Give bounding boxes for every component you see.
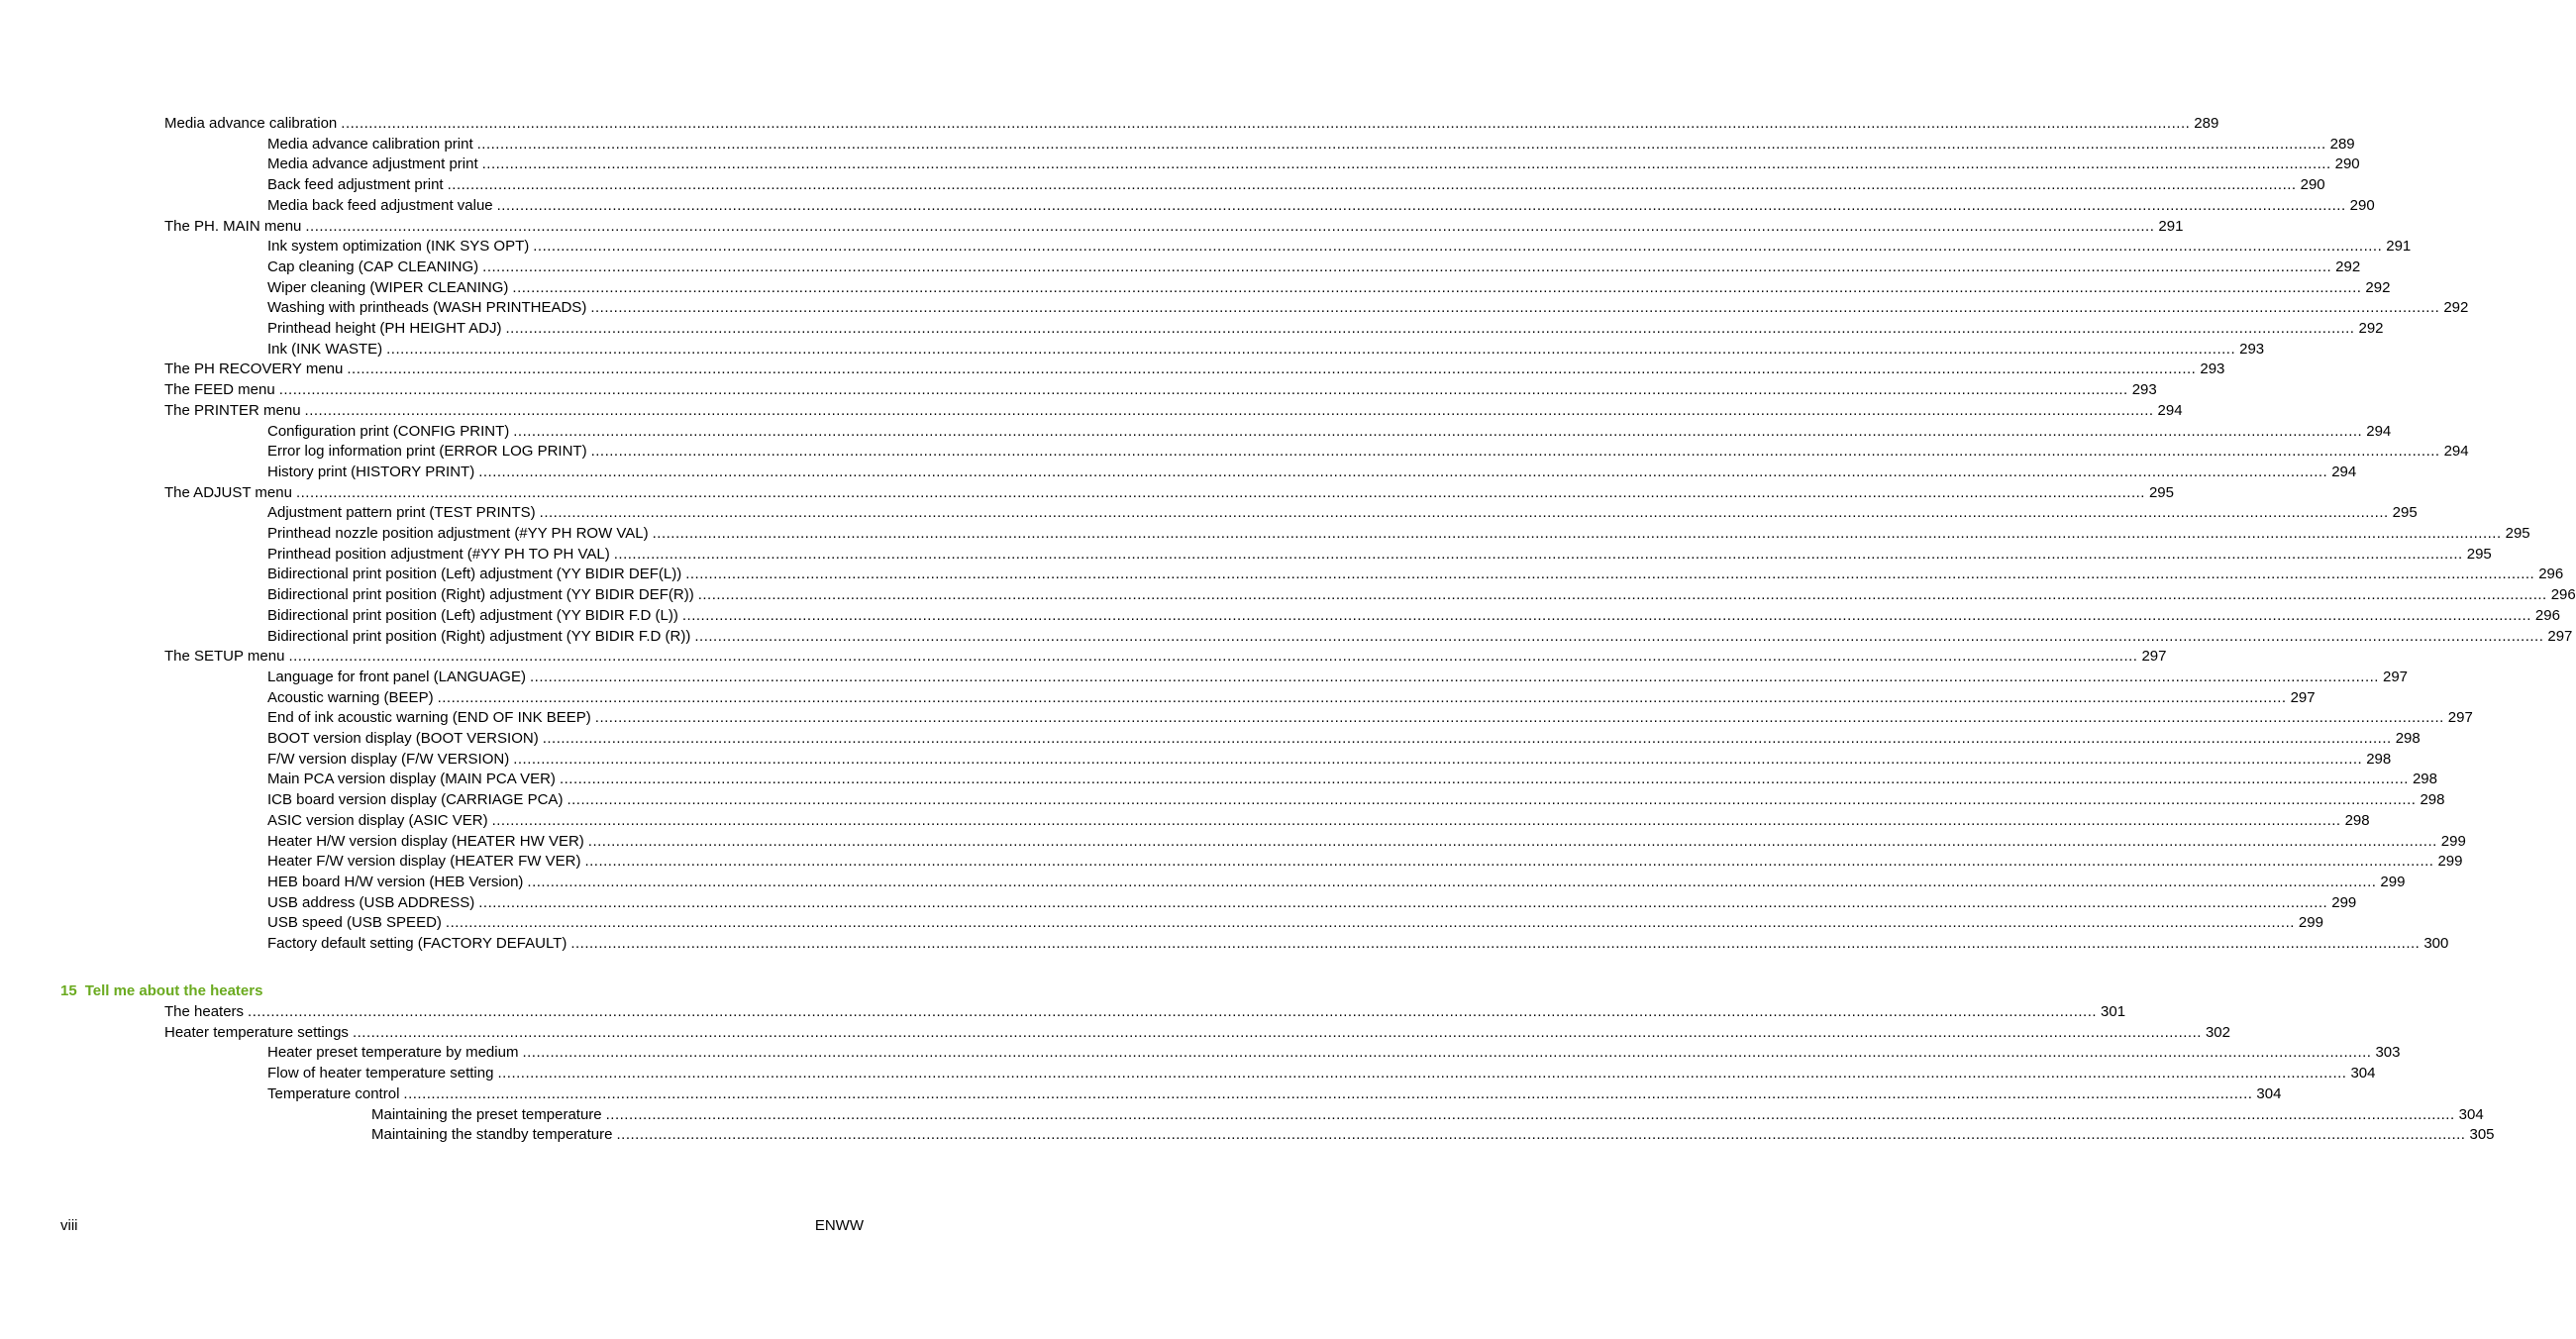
toc-entry-page-number: 295: [2392, 504, 2418, 522]
toc-entry-title: The heaters: [164, 1003, 245, 1020]
toc-entry-title: Media advance adjustment print: [267, 155, 478, 173]
toc-entry-title: Cap cleaning (CAP CLEANING): [267, 258, 479, 275]
toc-dot-leader: ................................................................................................................................................................................................................................................................................................................................................................................................................: [491, 811, 2341, 829]
footer-doc-code: ENWW: [814, 1217, 864, 1234]
toc-entry-page-number: 290: [2334, 155, 2360, 173]
toc-dot-leader: ................................................................................................................................................................................................................................................................................................................................................................................................................: [512, 278, 2362, 296]
toc-entry-title: Printhead position adjustment (#YY PH TO PH VAL): [267, 545, 610, 563]
toc-dot-leader: ................................................................................................................................................................................................................................................................................................................................................................................................................: [304, 401, 2154, 419]
toc-entry-title: Bidirectional print position (Right) adjustment (YY BIDIR DEF(R)): [267, 586, 694, 604]
toc-dot-leader: ................................................................................................................................................................................................................................................................................................................................................................................................................: [352, 1023, 2202, 1041]
toc-entry-page-number: 295: [2466, 545, 2492, 563]
toc-dot-leader: ................................................................................................................................................................................................................................................................................................................................................................................................................: [539, 504, 2389, 522]
toc-dot-leader: ................................................................................................................................................................................................................................................................................................................................................................................................................: [445, 914, 2295, 932]
toc-entry-page-number: 294: [2331, 463, 2357, 480]
toc-entry-page-number: 298: [2395, 730, 2421, 747]
chapter-title: Tell me about the heaters: [84, 982, 263, 999]
toc-entry[interactable]: [267, 196, 2375, 216]
toc-dot-leader: ................................................................................................................................................................................................................................................................................................................................................................................................................: [542, 730, 2392, 747]
toc-entry[interactable]: [164, 360, 2225, 379]
toc-entry-page-number: 297: [2141, 648, 2167, 666]
toc-dot-leader: ................................................................................................................................................................................................................................................................................................................................................................................................................: [533, 238, 2383, 256]
toc-entry-page-number: 293: [2239, 340, 2265, 358]
toc-entry[interactable]: [267, 237, 2412, 257]
toc-entry-page-number: 304: [2350, 1065, 2376, 1082]
toc-dot-leader: ................................................................................................................................................................................................................................................................................................................................................................................................................: [347, 360, 2197, 378]
toc-entry[interactable]: [267, 545, 2492, 565]
toc-entry[interactable]: [267, 913, 2323, 933]
toc-entry-title: USB speed (USB SPEED): [267, 914, 442, 932]
toc-entry[interactable]: [267, 606, 2560, 626]
toc-entry-title: Maintaining the standby temperature: [371, 1126, 613, 1144]
toc-entry[interactable]: [267, 565, 2564, 584]
toc-entry-title: USB address (USB ADDRESS): [267, 893, 475, 911]
toc-entry-page-number: 292: [2335, 258, 2361, 275]
toc-entry[interactable]: [267, 463, 2357, 482]
toc-entry-page-number: 292: [2358, 320, 2384, 337]
toc-dot-leader: ................................................................................................................................................................................................................................................................................................................................................................................................................: [584, 853, 2434, 871]
toc-entry[interactable]: [267, 278, 2391, 298]
toc-entry[interactable]: [267, 1084, 2282, 1104]
toc-entry-page-number: 300: [2423, 935, 2449, 952]
toc-entry-title: The PRINTER menu: [164, 401, 301, 419]
toc-dot-leader: ................................................................................................................................................................................................................................................................................................................................................................................................................: [587, 832, 2437, 850]
toc-dot-leader: ................................................................................................................................................................................................................................................................................................................................................................................................................: [652, 525, 2502, 542]
toc-dot-leader: ................................................................................................................................................................................................................................................................................................................................................................................................................: [590, 443, 2440, 461]
toc-entry[interactable]: [267, 319, 2384, 339]
toc-entry[interactable]: [371, 1105, 2484, 1125]
toc-entry-page-number: 294: [2443, 443, 2469, 461]
toc-entry-page-number: 298: [2344, 811, 2370, 829]
toc-entry-title: Temperature control: [267, 1084, 400, 1102]
toc-dot-leader: ................................................................................................................................................................................................................................................................................................................................................................................................................: [570, 935, 2421, 952]
toc-entry-title: ICB board version display (CARRIAGE PCA): [267, 791, 564, 809]
toc-entry-title: The FEED menu: [164, 381, 275, 399]
toc-entry-title: Heater F/W version display (HEATER FW VER): [267, 853, 581, 871]
toc-dot-leader: ................................................................................................................................................................................................................................................................................................................................................................................................................: [559, 771, 2409, 788]
toc-entry[interactable]: [267, 135, 2355, 154]
toc-entry-page-number: 299: [2380, 873, 2406, 890]
toc-entry[interactable]: [267, 811, 2370, 831]
toc-entry-title: Adjustment pattern print (TEST PRINTS): [267, 504, 536, 522]
toc-dot-leader: ................................................................................................................................................................................................................................................................................................................................................................................................................: [481, 155, 2331, 173]
toc-entry-title: Bidirectional print position (Left) adjustment (YY BIDIR DEF(L)): [267, 566, 682, 583]
toc-entry[interactable]: [267, 585, 2576, 605]
toc-entry[interactable]: [267, 340, 2265, 360]
toc-entry-title: HEB board H/W version (HEB Version): [267, 873, 524, 890]
toc-entry-page-number: 294: [2157, 401, 2183, 419]
chapter-heading[interactable]: [60, 981, 262, 1001]
toc-entry-page-number: 297: [2547, 627, 2573, 645]
toc-entry[interactable]: [267, 770, 2437, 789]
toc-entry-page-number: 295: [2505, 525, 2530, 542]
toc-dot-leader: ................................................................................................................................................................................................................................................................................................................................................................................................................: [513, 422, 2363, 440]
toc-entry-page-number: 305: [2469, 1126, 2495, 1144]
toc-entry[interactable]: [267, 708, 2473, 728]
toc-entry-title: Bidirectional print position (Left) adjustment (YY BIDIR F.D (L)): [267, 606, 678, 624]
toc-entry-title: Heater preset temperature by medium: [267, 1044, 519, 1062]
toc-entry-title: The PH RECOVERY menu: [164, 360, 344, 378]
toc-dot-leader: ................................................................................................................................................................................................................................................................................................................................................................................................................: [476, 135, 2326, 153]
toc-entry-page-number: 299: [2298, 914, 2323, 932]
toc-entry[interactable]: [267, 627, 2573, 647]
toc-entry[interactable]: [267, 893, 2357, 913]
toc-entry[interactable]: [267, 298, 2469, 318]
toc-entry-page-number: 302: [2205, 1023, 2230, 1041]
toc-entry-title: ASIC version display (ASIC VER): [267, 811, 488, 829]
toc-dot-leader: ................................................................................................................................................................................................................................................................................................................................................................................................................: [288, 648, 2138, 666]
toc-entry-title: Heater temperature settings: [164, 1023, 349, 1041]
toc-entry-page-number: 292: [2365, 278, 2391, 296]
toc-entry-title: Error log information print (ERROR LOG PRINT): [267, 443, 587, 461]
toc-dot-leader: ................................................................................................................................................................................................................................................................................................................................................................................................................: [529, 668, 2379, 685]
toc-entry[interactable]: [267, 422, 2392, 442]
toc-dot-leader: ................................................................................................................................................................................................................................................................................................................................................................................................................: [681, 606, 2531, 624]
toc-entry-page-number: 303: [2375, 1044, 2401, 1062]
toc-entry-page-number: 304: [2256, 1084, 2282, 1102]
toc-dot-leader: ................................................................................................................................................................................................................................................................................................................................................................................................................: [403, 1084, 2253, 1102]
toc-entry-title: Ink (INK WASTE): [267, 340, 383, 358]
toc-entry-page-number: 293: [2131, 381, 2157, 399]
toc-entry[interactable]: [267, 873, 2406, 892]
toc-entry-title: Language for front panel (LANGUAGE): [267, 668, 526, 685]
toc-dot-leader: ................................................................................................................................................................................................................................................................................................................................................................................................................: [341, 115, 2191, 132]
toc-entry-page-number: 297: [2382, 668, 2409, 685]
toc-entry[interactable]: [164, 114, 2219, 134]
toc-entry[interactable]: [164, 483, 2174, 503]
toc-entry[interactable]: [267, 668, 2409, 687]
toc-dot-leader: ................................................................................................................................................................................................................................................................................................................................................................................................................: [613, 545, 2463, 563]
toc-dot-leader: ................................................................................................................................................................................................................................................................................................................................................................................................................: [594, 709, 2444, 727]
toc-entry-title: Printhead nozzle position adjustment (#YY PH ROW VAL): [267, 525, 649, 542]
toc-entry[interactable]: [164, 401, 2183, 421]
toc-dot-leader: ................................................................................................................................................................................................................................................................................................................................................................................................................: [305, 217, 2155, 235]
toc-entry-title: Factory default setting (FACTORY DEFAULT): [267, 935, 567, 952]
toc-entry[interactable]: [267, 503, 2418, 523]
toc-entry[interactable]: [267, 258, 2361, 277]
toc-entry-title: Flow of heater temperature setting: [267, 1065, 494, 1082]
toc-entry-title: Washing with printheads (WASH PRINTHEADS): [267, 299, 587, 317]
toc-entry-title: The PH. MAIN menu: [164, 217, 302, 235]
toc-entry-page-number: 299: [2331, 893, 2357, 911]
toc-entry-title: History print (HISTORY PRINT): [267, 463, 475, 480]
toc-dot-leader: ................................................................................................................................................................................................................................................................................................................................................................................................................: [527, 873, 2377, 890]
toc-entry-page-number: 290: [2349, 196, 2375, 214]
toc-entry[interactable]: [371, 1125, 2495, 1145]
toc-entry-page-number: 297: [2447, 709, 2473, 727]
toc-entry-page-number: 289: [2194, 115, 2219, 132]
toc-dot-leader: ................................................................................................................................................................................................................................................................................................................................................................................................................: [505, 320, 2355, 337]
toc-dot-leader: ................................................................................................................................................................................................................................................................................................................................................................................................................: [590, 299, 2440, 317]
toc-entry-title: Configuration print (CONFIG PRINT): [267, 422, 510, 440]
toc-dot-leader: ................................................................................................................................................................................................................................................................................................................................................................................................................: [697, 586, 2547, 604]
toc-entry-page-number: 292: [2443, 299, 2469, 317]
toc-dot-leader: ................................................................................................................................................................................................................................................................................................................................................................................................................: [605, 1105, 2455, 1123]
toc-entry-title: Main PCA version display (MAIN PCA VER): [267, 771, 556, 788]
toc-entry-page-number: 295: [2148, 483, 2174, 501]
toc-entry-page-number: 289: [2329, 135, 2355, 153]
toc-dot-leader: ................................................................................................................................................................................................................................................................................................................................................................................................................: [278, 381, 2128, 399]
toc-entry-page-number: 291: [2158, 217, 2184, 235]
toc-entry[interactable]: [267, 934, 2449, 954]
footer-page-number: viii: [60, 1217, 78, 1234]
toc-entry-page-number: 298: [2420, 791, 2445, 809]
toc-entry[interactable]: [164, 1023, 2230, 1043]
toc-dot-leader: ................................................................................................................................................................................................................................................................................................................................................................................................................: [386, 340, 2236, 358]
toc-entry-title: BOOT version display (BOOT VERSION): [267, 730, 539, 747]
toc-entry-title: End of ink acoustic warning (END OF INK BEEP): [267, 709, 591, 727]
toc-entry-page-number: 299: [2440, 832, 2466, 850]
toc-entry-title: F/W version display (F/W VERSION): [267, 750, 510, 768]
toc-entry-page-number: 294: [2366, 422, 2392, 440]
toc-entry-page-number: 296: [2534, 606, 2560, 624]
toc-entry[interactable]: [164, 380, 2157, 400]
toc-entry[interactable]: [267, 154, 2360, 174]
toc-entry[interactable]: [164, 647, 2167, 667]
toc-entry-page-number: 296: [2550, 586, 2576, 604]
toc-entry[interactable]: [267, 790, 2445, 810]
toc-dot-leader: ................................................................................................................................................................................................................................................................................................................................................................................................................: [447, 176, 2297, 194]
toc-entry-title: Wiper cleaning (WIPER CLEANING): [267, 278, 509, 296]
toc-dot-leader: ................................................................................................................................................................................................................................................................................................................................................................................................................: [248, 1003, 2098, 1020]
toc-entry-page-number: 304: [2458, 1105, 2484, 1123]
chapter-number: 15: [60, 982, 77, 999]
toc-entry-title: Maintaining the preset temperature: [371, 1105, 602, 1123]
toc-dot-leader: ................................................................................................................................................................................................................................................................................................................................................................................................................: [478, 463, 2328, 480]
toc-entry-title: Heater H/W version display (HEATER HW VER): [267, 832, 584, 850]
toc-dot-leader: ................................................................................................................................................................................................................................................................................................................................................................................................................: [478, 893, 2328, 911]
toc-entry[interactable]: [164, 1002, 2126, 1022]
toc-entry-title: Bidirectional print position (Right) adjustment (YY BIDIR F.D (R)): [267, 627, 691, 645]
toc-dot-leader: ................................................................................................................................................................................................................................................................................................................................................................................................................: [437, 688, 2287, 706]
toc-entry[interactable]: [267, 1064, 2376, 1083]
toc-entry-title: Printhead height (PH HEIGHT ADJ): [267, 320, 502, 337]
toc-entry-title: The ADJUST menu: [164, 483, 292, 501]
toc-dot-leader: ................................................................................................................................................................................................................................................................................................................................................................................................................: [295, 483, 2145, 501]
toc-entry-page-number: 299: [2437, 853, 2463, 871]
toc-entry-page-number: 298: [2366, 750, 2392, 768]
toc-entry-page-number: 293: [2200, 360, 2225, 378]
toc-dot-leader: ................................................................................................................................................................................................................................................................................................................................................................................................................: [482, 258, 2332, 275]
toc-dot-leader: ................................................................................................................................................................................................................................................................................................................................................................................................................: [616, 1126, 2466, 1144]
toc-dot-leader: ................................................................................................................................................................................................................................................................................................................................................................................................................: [496, 196, 2346, 214]
toc-dot-leader: ................................................................................................................................................................................................................................................................................................................................................................................................................: [497, 1065, 2347, 1082]
toc-dot-leader: ................................................................................................................................................................................................................................................................................................................................................................................................................: [522, 1044, 2372, 1062]
toc-dot-leader: ................................................................................................................................................................................................................................................................................................................................................................................................................: [513, 750, 2363, 768]
toc-entry-title: The SETUP menu: [164, 648, 285, 666]
toc-dot-leader: ................................................................................................................................................................................................................................................................................................................................................................................................................: [567, 791, 2417, 809]
toc-entry[interactable]: [164, 217, 2184, 237]
toc-entry-page-number: 290: [2300, 176, 2325, 194]
toc-entry-page-number: 298: [2412, 771, 2437, 788]
toc-entry-title: Ink system optimization (INK SYS OPT): [267, 238, 530, 256]
toc-entry-page-number: 297: [2290, 688, 2316, 706]
toc-entry[interactable]: [267, 688, 2316, 708]
toc-dot-leader: ................................................................................................................................................................................................................................................................................................................................................................................................................: [685, 566, 2535, 583]
toc-entry[interactable]: [267, 175, 2325, 195]
toc-entry[interactable]: [267, 832, 2466, 852]
toc-entry[interactable]: [267, 1043, 2401, 1063]
toc-entry[interactable]: [267, 852, 2463, 872]
toc-entry-page-number: 291: [2386, 238, 2412, 256]
toc-entry[interactable]: [267, 750, 2392, 770]
toc-entry-title: Media advance calibration: [164, 115, 338, 132]
toc-entry[interactable]: [267, 442, 2469, 462]
toc-entry-title: Acoustic warning (BEEP): [267, 688, 434, 706]
toc-entry-title: Media back feed adjustment value: [267, 196, 493, 214]
toc-entry-title: Media advance calibration print: [267, 135, 473, 153]
toc-entry[interactable]: [267, 729, 2421, 749]
toc-entry-page-number: 296: [2538, 566, 2564, 583]
toc-entry-page-number: 301: [2101, 1003, 2126, 1020]
toc-entry[interactable]: [267, 524, 2530, 544]
toc-entry-title: Back feed adjustment print: [267, 176, 444, 194]
toc-dot-leader: ................................................................................................................................................................................................................................................................................................................................................................................................................: [694, 627, 2544, 645]
